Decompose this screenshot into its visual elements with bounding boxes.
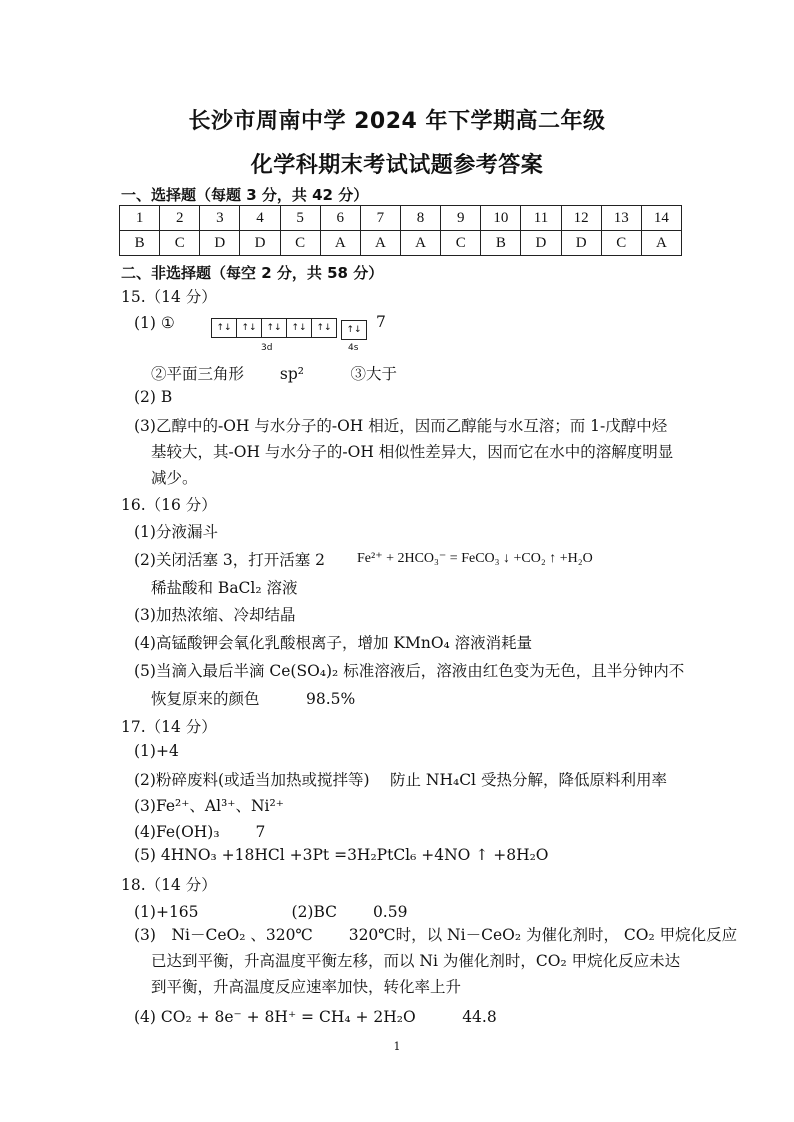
multiple-choice-answer-table bbox=[119, 205, 682, 256]
q18-header: 18.（14 分） bbox=[121, 876, 217, 894]
document-title-line1: 长沙市周南中学 2024 年下学期高二年级 bbox=[188, 109, 606, 134]
question-number: 2 bbox=[160, 206, 200, 231]
answer-cell: D bbox=[521, 231, 561, 256]
question-number-row bbox=[120, 206, 682, 231]
q18-part4: (4) CO₂ + 8e⁻ + 8H⁺ = CH₄ + 2H₂O 44.8 bbox=[134, 1008, 497, 1026]
question-number: 5 bbox=[280, 206, 320, 231]
q15-header: 15.（14 分） bbox=[121, 288, 217, 306]
q15-part1-answer: 7 bbox=[376, 313, 386, 331]
answer-cell: A bbox=[400, 231, 440, 256]
q18-part3-line1: (3) Ni－CeO₂ 、320℃ 320℃时，以 Ni－CeO₂ 为催化剂时， CO₂ 甲烷化反应 bbox=[134, 926, 738, 944]
answer-cell: D bbox=[240, 231, 280, 256]
q17-part1: (1)+4 bbox=[134, 742, 179, 760]
q18-part3-line2: 已达到平衡，升高温度平衡左移，而以 Ni 为催化剂时，CO₂ 甲烷化反应未达 bbox=[151, 952, 681, 970]
orbital-box: ↑↓ bbox=[286, 318, 312, 338]
answer-cell: A bbox=[641, 231, 681, 256]
question-number: 1 bbox=[120, 206, 160, 231]
answer-cell: B bbox=[120, 231, 160, 256]
q16-part5-line2: 恢复原来的颜色 98.5% bbox=[151, 690, 356, 708]
orbital-box: ↑↓ bbox=[261, 318, 287, 338]
answer-cell: A bbox=[360, 231, 400, 256]
q18-part1-2: (1)+165 (2)BC 0.59 bbox=[134, 903, 408, 921]
orbital-box: ↑↓ bbox=[311, 318, 337, 338]
q15-part2: (2) B bbox=[134, 388, 173, 406]
q15-part1-subanswers: ②平面三角形 sp² ③大于 bbox=[151, 365, 398, 383]
q15-part1-label: (1) ① bbox=[134, 314, 175, 332]
q17-header: 17.（14 分） bbox=[121, 718, 217, 736]
answer-cell: C bbox=[601, 231, 641, 256]
question-number: 10 bbox=[481, 206, 521, 231]
question-number: 9 bbox=[441, 206, 481, 231]
answer-cell: C bbox=[160, 231, 200, 256]
q16-part4: (4)高锰酸钾会氧化乳酸根离子，增加 KMnO₄ 溶液消耗量 bbox=[134, 634, 533, 652]
question-number: 11 bbox=[521, 206, 561, 231]
section2-heading: 二、非选择题（每空 2 分，共 58 分） bbox=[121, 264, 384, 282]
orbital-diagram-3d bbox=[212, 318, 337, 338]
q17-part3: (3)Fe²⁺、Al³⁺、Ni²⁺ bbox=[134, 797, 284, 815]
orbital-box: ↑↓ bbox=[236, 318, 262, 338]
answer-cell: B bbox=[481, 231, 521, 256]
answer-cell: D bbox=[200, 231, 240, 256]
question-number: 4 bbox=[240, 206, 280, 231]
section1-heading: 一、选择题（每题 3 分，共 42 分） bbox=[121, 186, 369, 204]
question-number: 6 bbox=[320, 206, 360, 231]
q16-header: 16.（16 分） bbox=[121, 496, 217, 514]
question-number: 8 bbox=[400, 206, 440, 231]
question-number: 12 bbox=[561, 206, 601, 231]
q17-part4: (4)Fe(OH)₃ 7 bbox=[134, 823, 266, 841]
question-number: 13 bbox=[601, 206, 641, 231]
orbital-3d-label: 3d bbox=[261, 343, 273, 353]
q16-part5-line1: (5)当滴入最后半滴 Ce(SO₄)₂ 标准溶液后，溶液由红色变为无色，且半分钟内不 bbox=[134, 662, 685, 680]
q15-part3-line2: 基较大，其-OH 与水分子的-OH 相似性差异大，因而它在水中的溶解度明显 bbox=[151, 443, 674, 461]
orbital-4s-label: 4s bbox=[348, 343, 359, 353]
question-number: 3 bbox=[200, 206, 240, 231]
q18-part3-line3: 到平衡，升高温度反应速率加快，转化率上升 bbox=[151, 978, 462, 996]
q16-part2: (2)关闭活塞 3，打开活塞 2 bbox=[134, 551, 326, 569]
answer-cell: A bbox=[320, 231, 360, 256]
q16-part1: (1)分液漏斗 bbox=[134, 523, 218, 541]
q16-part2-reagent: 稀盐酸和 BaCl₂ 溶液 bbox=[151, 579, 298, 597]
q16-part2-equation: Fe²⁺ + 2HCO₃⁻ = FeCO₃ ↓ +CO₂ ↑ +H₂O bbox=[357, 551, 593, 566]
orbital-box: ↑↓ bbox=[211, 318, 237, 338]
q15-part3-line1: (3)乙醇中的-OH 与水分子的-OH 相近，因而乙醇能与水互溶；而 1-戊醇中烃 bbox=[134, 417, 668, 435]
orbital-diagram-4s bbox=[342, 320, 367, 340]
answer-cell: C bbox=[280, 231, 320, 256]
document-title-line2: 化学科期末考试试题参考答案 bbox=[250, 153, 544, 178]
q15-part3-line3: 减少。 bbox=[151, 469, 198, 487]
answer-row bbox=[120, 231, 682, 256]
q16-part3: (3)加热浓缩、冷却结晶 bbox=[134, 606, 296, 624]
question-number: 7 bbox=[360, 206, 400, 231]
page-number: 1 bbox=[393, 1040, 401, 1053]
question-number: 14 bbox=[641, 206, 681, 231]
q17-part2: (2)粉碎废料(或适当加热或搅拌等) 防止 NH₄Cl 受热分解，降低原料利用率 bbox=[134, 771, 667, 789]
answer-cell: D bbox=[561, 231, 601, 256]
answer-cell: C bbox=[441, 231, 481, 256]
orbital-box: ↑↓ bbox=[341, 320, 367, 340]
q17-part5: (5) 4HNO₃ +18HCl +3Pt =3H₂PtCl₆ +4NO ↑ +8H₂O bbox=[134, 846, 549, 864]
